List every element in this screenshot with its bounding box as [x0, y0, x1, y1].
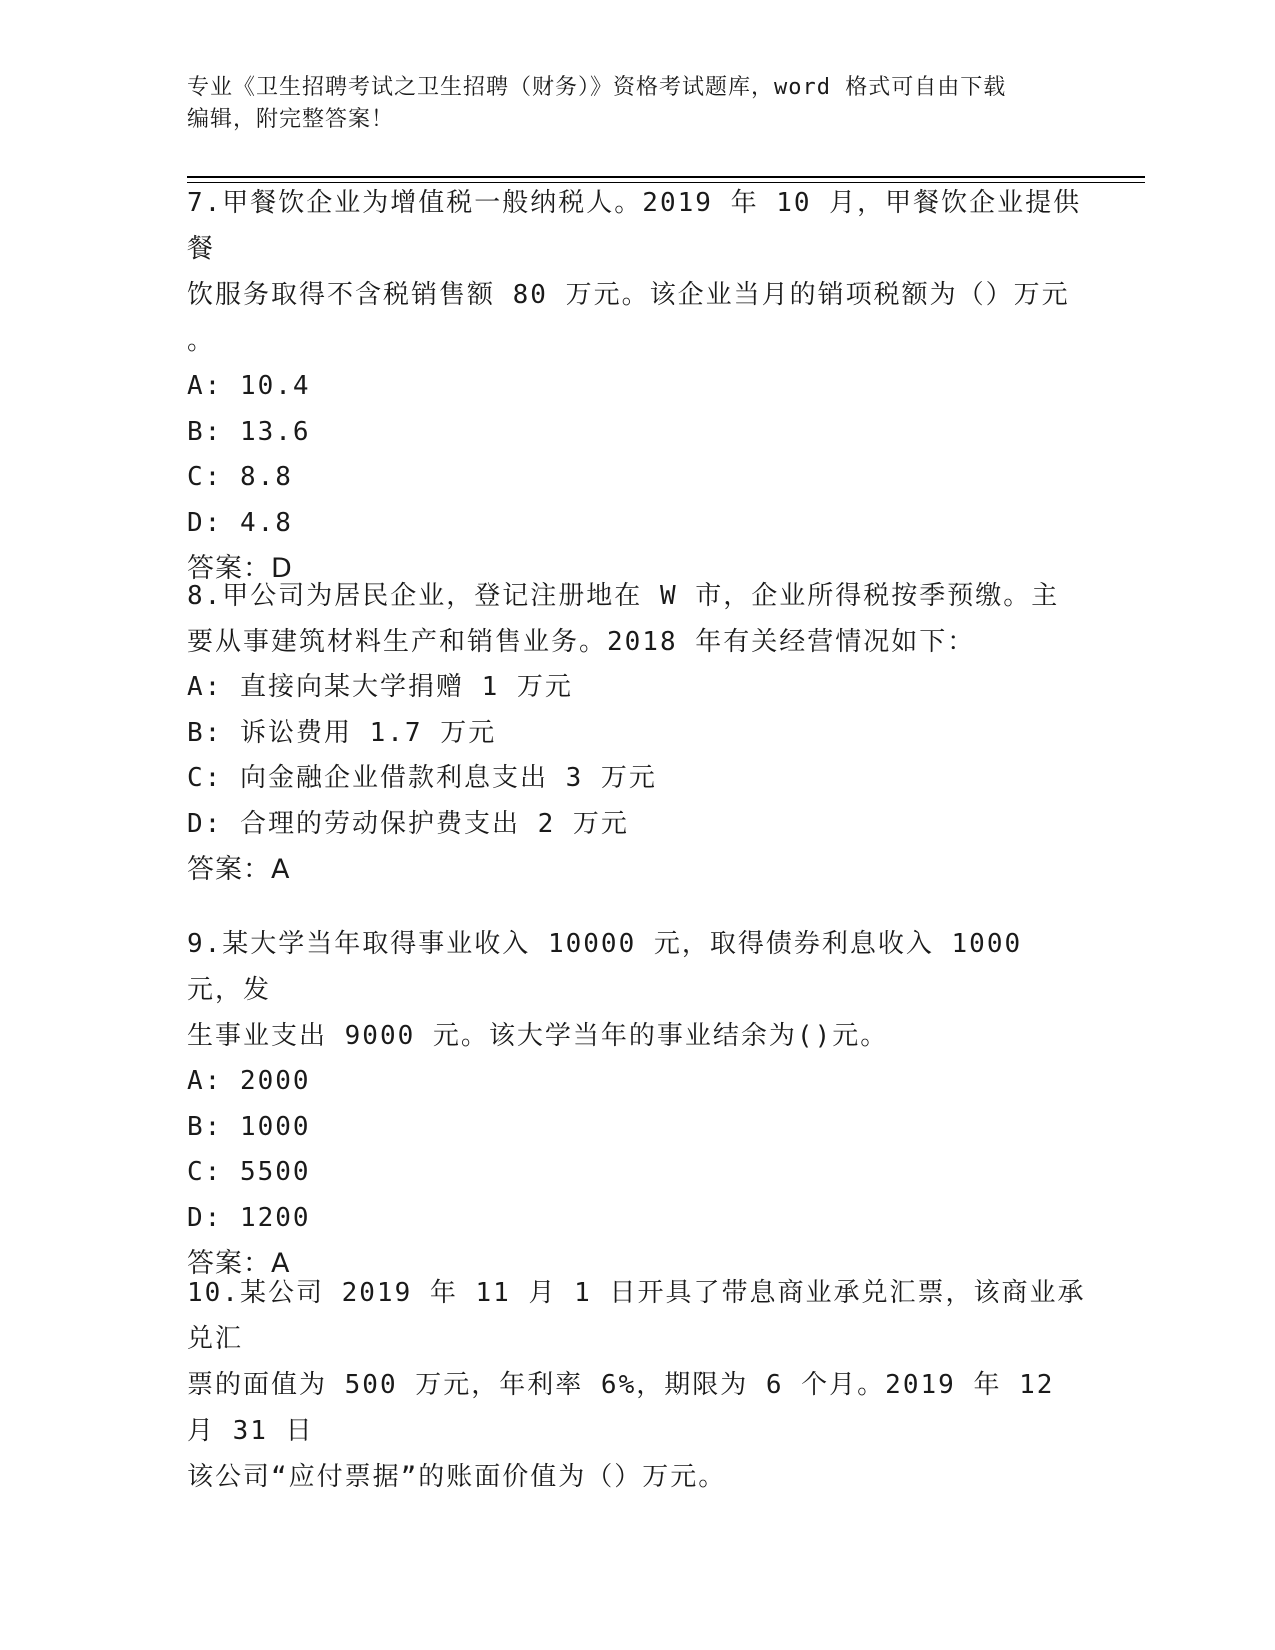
question-8	[187, 573, 1087, 893]
option-c: C: 5500	[187, 1157, 311, 1187]
question-stem-line: 饮服务取得不含税销售额 80 万元。该企业当月的销项税额为（）万元	[187, 280, 1070, 310]
answer-line: 答案：A	[187, 854, 291, 885]
question-stem-line: 8.甲公司为居民企业，登记注册地在 W 市，企业所得税按季预缴。主	[187, 581, 1060, 611]
option-b: B: 1000	[187, 1111, 311, 1142]
question-9	[187, 921, 1087, 1287]
question-stem-line: 该公司“应付票据”的账面价值为（）万元。	[187, 1462, 727, 1492]
question-stem-line: 生事业支出 9000 元。该大学当年的事业结余为()元。	[187, 1021, 889, 1051]
option-c: C: 向金融企业借款利息支出 3 万元	[187, 763, 657, 793]
option-a: A: 2000	[187, 1066, 311, 1096]
option-b: B: 诉讼费用 1.7 万元	[187, 717, 497, 748]
header-line-1: 专业《卫生招聘考试之卫生招聘（财务）》资格考试题库，word 格式可自由下载	[187, 75, 1007, 100]
question-10	[187, 1270, 1087, 1500]
header-rule-thick	[187, 176, 1145, 178]
document-header	[187, 72, 1087, 136]
option-d: D: 4.8	[187, 507, 293, 538]
question-7	[187, 180, 1087, 592]
question-stem-line: 7.甲餐饮企业为增值税一般纳税人。2019 年 10 月，甲餐饮企业提供餐	[187, 188, 1082, 264]
option-b: B: 13.6	[187, 416, 311, 447]
answer-line: 答案：A	[187, 1248, 291, 1279]
question-stem-line: 9.某大学当年取得事业收入 10000 元，取得债券利息收入 1000 元，发	[187, 929, 1023, 1005]
option-a: A: 10.4	[187, 371, 311, 401]
question-stem-line: 票的面值为 500 万元，年利率 6%，期限为 6 个月。2019 年 12 月 31 日	[187, 1370, 1055, 1446]
answer-line: 答案：D	[187, 553, 293, 584]
question-stem-line: 。	[187, 326, 216, 356]
option-d: D: 合理的劳动保护费支出 2 万元	[187, 808, 629, 839]
option-a: A: 直接向某大学捐赠 1 万元	[187, 672, 573, 702]
question-stem-line: 10.某公司 2019 年 11 月 1 日开具了带息商业承兑汇票，该商业承兑汇	[187, 1278, 1086, 1354]
option-c: C: 8.8	[187, 462, 293, 492]
header-line-2: 编辑，附完整答案！	[187, 107, 395, 132]
option-d: D: 1200	[187, 1202, 311, 1233]
question-stem-line: 要从事建筑材料生产和销售业务。2018 年有关经营情况如下：	[187, 627, 976, 657]
